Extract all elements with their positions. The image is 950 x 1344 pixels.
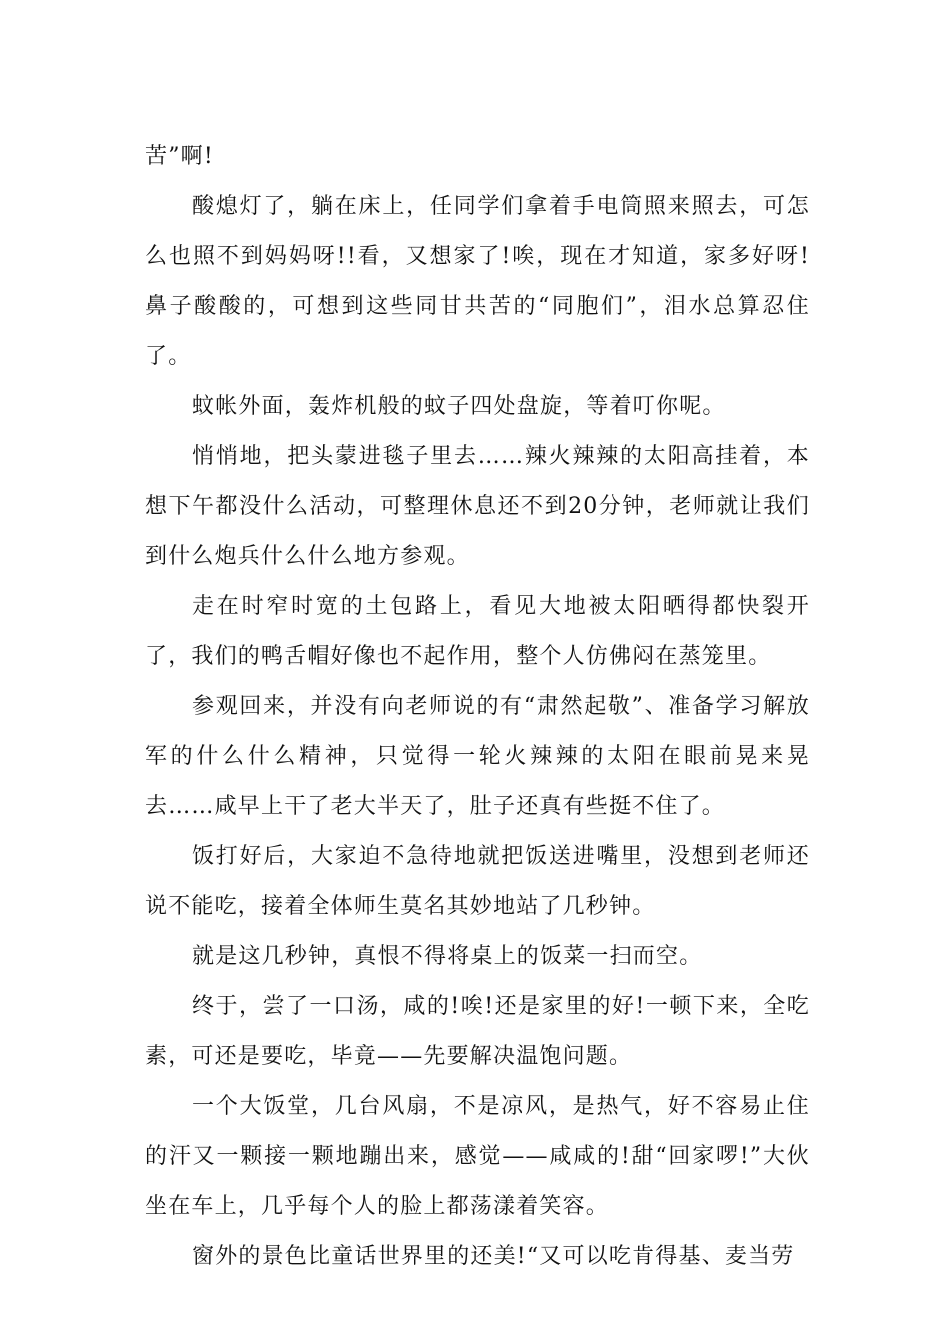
- paragraph: 一个大饭堂，几台风扇，不是凉风，是热气，好不容易止住的汗又一颗接一颗地蹦出来，感觉——咸咸的!甜“回家啰!”大伙坐在车上，几乎每个人的脸上都荡漾着笑容。: [145, 1094, 810, 1219]
- paragraph: 走在时窄时宽的土包路上，看见大地被太阳晒得都快裂开了，我们的鸭舌帽好像也不起作用，整个人仿佛闷在蒸笼里。: [145, 594, 810, 669]
- paragraph: 参观回来，并没有向老师说的有“肃然起敬”、准备学习解放军的什么什么精神，只觉得一轮火辣辣的太阳在眼前晃来晃去……咸早上干了老大半天了，肚子还真有些挺不住了。: [145, 694, 810, 819]
- paragraph: 蚊帐外面，轰炸机般的蚊子四处盘旋，等着叮你呢。: [192, 394, 726, 419]
- paragraph-continuation: 苦”啊!: [145, 144, 214, 169]
- paragraph: 窗外的景色比童话世界里的还美!“又可以吃肯得基、麦当劳: [192, 1244, 795, 1269]
- paragraph: 悄悄地，把头蒙进毯子里去……辣火辣辣的太阳高挂着，本想下午都没什么活动，可整理休息还不到20分钟，老师就让我们到什么炮兵什么什么地方参观。: [145, 444, 810, 569]
- paragraph: 饭打好后，大家迫不急待地就把饭送进嘴里，没想到老师还说不能吃，接着全体师生莫名其妙地站了几秒钟。: [145, 844, 810, 919]
- paragraph: 终于，尝了一口汤，咸的!唉!还是家里的好!一顿下来，全吃素，可还是要吃，毕竟——先要解决温饱问题。: [145, 994, 810, 1069]
- paragraph: 酸熄灯了，躺在床上，任同学们拿着手电筒照来照去，可怎么也照不到妈妈呀!!看，又想家了!唉，现在才知道，家多好呀!鼻子酸酸的，可想到这些同甘共苦的“同胞们”，泪水总算忍住了。: [145, 194, 810, 369]
- document-body: [145, 132, 810, 1282]
- paragraph: 就是这几秒钟，真恨不得将桌上的饭菜一扫而空。: [192, 944, 703, 969]
